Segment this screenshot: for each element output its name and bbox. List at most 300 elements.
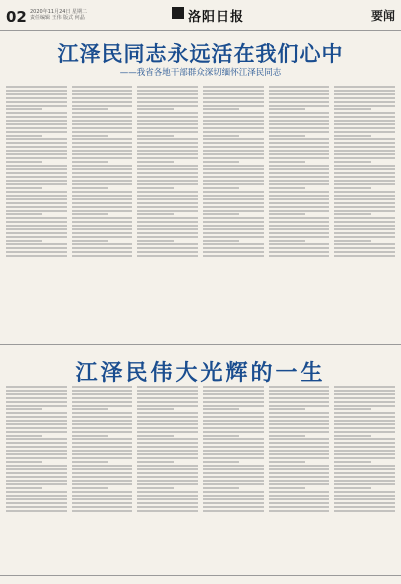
text-line <box>137 90 198 92</box>
text-line <box>6 97 67 99</box>
text-line <box>203 217 264 219</box>
text-line <box>137 142 198 144</box>
text-line <box>137 491 198 493</box>
text-line <box>203 138 264 140</box>
text-line <box>269 161 305 163</box>
text-line <box>334 491 395 493</box>
text-line <box>6 232 67 234</box>
text-line <box>6 112 67 114</box>
article1-column <box>72 84 133 339</box>
text-line <box>269 393 330 395</box>
text-line <box>6 228 67 230</box>
text-line <box>6 198 67 200</box>
text-line <box>72 183 133 185</box>
text-line <box>72 153 133 155</box>
text-line <box>137 150 198 152</box>
text-line <box>203 131 264 133</box>
text-line <box>137 127 198 129</box>
text-line <box>72 161 108 163</box>
text-line <box>72 221 133 223</box>
text-line <box>72 397 133 399</box>
text-line <box>203 232 264 234</box>
text-line <box>203 90 264 92</box>
text-line <box>6 498 67 500</box>
text-line <box>269 198 330 200</box>
text-line <box>334 416 395 418</box>
text-line <box>203 453 264 455</box>
text-line <box>72 168 133 170</box>
text-line <box>203 221 264 223</box>
text-line <box>269 510 330 512</box>
text-line <box>72 472 133 474</box>
text-line <box>269 146 330 148</box>
text-line <box>137 161 173 163</box>
text-line <box>137 453 198 455</box>
text-line <box>334 423 395 425</box>
text-line <box>334 438 395 440</box>
text-line <box>203 150 264 152</box>
text-line <box>334 498 395 500</box>
text-line <box>269 472 330 474</box>
text-line <box>334 108 370 110</box>
text-line <box>6 472 67 474</box>
text-line <box>72 127 133 129</box>
text-line <box>6 191 67 193</box>
text-line <box>6 491 67 493</box>
article2-title: 江泽民伟大光辉的一生 <box>75 360 326 386</box>
text-line <box>269 461 305 463</box>
text-line <box>334 461 370 463</box>
text-line <box>137 108 173 110</box>
text-line <box>137 180 198 182</box>
text-line <box>203 225 264 227</box>
text-line <box>334 142 395 144</box>
text-line <box>6 480 67 482</box>
article2-column <box>334 384 395 574</box>
text-line <box>334 127 395 129</box>
text-line <box>137 442 198 444</box>
text-line <box>269 176 330 178</box>
text-line <box>334 165 395 167</box>
text-line <box>72 232 133 234</box>
text-line <box>334 483 395 485</box>
text-line <box>203 435 239 437</box>
text-line <box>72 502 133 504</box>
text-line <box>72 450 133 452</box>
text-line <box>137 213 173 215</box>
text-line <box>6 165 67 167</box>
text-line <box>203 127 264 129</box>
masthead: 洛阳日报 <box>188 10 245 25</box>
text-line <box>137 232 198 234</box>
text-line <box>203 438 264 440</box>
page-number: 02 <box>6 8 27 26</box>
text-line <box>203 468 264 470</box>
text-line <box>334 210 395 212</box>
text-line <box>6 157 67 159</box>
text-line <box>72 206 133 208</box>
text-line <box>6 195 67 197</box>
text-line <box>72 255 133 257</box>
text-line <box>6 251 67 253</box>
text-line <box>203 506 264 508</box>
text-line <box>269 101 330 103</box>
text-line <box>137 465 198 467</box>
text-line <box>6 168 67 170</box>
text-line <box>72 412 133 414</box>
text-line <box>137 420 198 422</box>
text-line <box>334 247 395 249</box>
text-line <box>334 446 395 448</box>
text-line <box>203 386 264 388</box>
text-line <box>269 431 330 433</box>
text-line <box>72 120 133 122</box>
issue-editors: 责任编辑 王伟 版式 何晶 <box>30 15 85 21</box>
text-line <box>269 86 330 88</box>
text-line <box>137 236 198 238</box>
text-line <box>334 93 395 95</box>
text-line <box>203 153 264 155</box>
text-line <box>203 472 264 474</box>
text-line <box>203 101 264 103</box>
text-line <box>334 240 370 242</box>
text-line <box>203 393 264 395</box>
text-line <box>269 213 305 215</box>
text-line <box>6 397 67 399</box>
text-line <box>334 255 395 257</box>
text-line <box>203 450 264 452</box>
text-line <box>72 446 133 448</box>
text-line <box>137 247 198 249</box>
text-line <box>203 502 264 504</box>
text-line <box>6 438 67 440</box>
text-line <box>334 236 395 238</box>
text-line <box>269 487 305 489</box>
text-line <box>269 210 330 212</box>
text-line <box>72 116 133 118</box>
text-line <box>137 438 198 440</box>
text-line <box>137 401 198 403</box>
article2-columns <box>6 384 395 574</box>
text-line <box>72 97 133 99</box>
text-line <box>334 225 395 227</box>
text-line <box>72 491 133 493</box>
text-line <box>137 255 198 257</box>
text-line <box>334 112 395 114</box>
text-line <box>137 112 198 114</box>
text-line <box>269 416 330 418</box>
text-line <box>203 183 264 185</box>
text-line <box>269 506 330 508</box>
text-line <box>334 386 395 388</box>
text-line <box>6 247 67 249</box>
text-line <box>334 101 395 103</box>
page-footer <box>0 575 401 584</box>
text-line <box>269 450 330 452</box>
text-line <box>334 442 395 444</box>
text-line <box>72 438 133 440</box>
text-line <box>72 112 133 114</box>
text-line <box>269 217 330 219</box>
text-line <box>72 176 133 178</box>
text-line <box>203 251 264 253</box>
text-line <box>6 127 67 129</box>
text-line <box>334 243 395 245</box>
text-line <box>137 457 198 459</box>
text-line <box>203 442 264 444</box>
text-line <box>334 506 395 508</box>
text-line <box>137 105 198 107</box>
text-line <box>72 150 133 152</box>
text-line <box>334 480 395 482</box>
text-line <box>334 217 395 219</box>
text-line <box>334 206 395 208</box>
text-line <box>269 228 330 230</box>
text-line <box>72 213 108 215</box>
text-line <box>137 183 198 185</box>
text-line <box>269 498 330 500</box>
text-line <box>269 236 330 238</box>
text-line <box>334 420 395 422</box>
text-line <box>137 483 198 485</box>
article2-column <box>203 384 264 574</box>
text-line <box>72 187 108 189</box>
text-line <box>72 498 133 500</box>
text-line <box>6 146 67 148</box>
text-line <box>137 251 198 253</box>
text-line <box>6 510 67 512</box>
text-line <box>334 86 395 88</box>
text-line <box>269 453 330 455</box>
text-line <box>6 108 42 110</box>
text-line <box>269 153 330 155</box>
text-line <box>269 427 330 429</box>
text-line <box>137 412 198 414</box>
text-line <box>72 401 133 403</box>
text-line <box>72 198 133 200</box>
text-line <box>72 146 133 148</box>
text-line <box>334 393 395 395</box>
text-line <box>72 157 133 159</box>
text-line <box>269 172 330 174</box>
text-line <box>203 420 264 422</box>
text-line <box>269 446 330 448</box>
text-line <box>137 187 173 189</box>
text-line <box>269 468 330 470</box>
text-line <box>137 191 198 193</box>
text-line <box>6 412 67 414</box>
text-line <box>269 138 330 140</box>
text-line <box>269 476 330 478</box>
text-line <box>203 228 264 230</box>
text-line <box>72 390 133 392</box>
text-line <box>137 146 198 148</box>
article2-column <box>72 384 133 574</box>
text-line <box>72 142 133 144</box>
text-line <box>72 202 133 204</box>
text-line <box>137 138 198 140</box>
issue-date: 2020年11月24日 星期二 <box>30 9 88 15</box>
text-line <box>334 180 395 182</box>
text-line <box>72 108 108 110</box>
text-line <box>72 487 108 489</box>
text-line <box>334 150 395 152</box>
text-line <box>6 255 67 257</box>
text-line <box>203 146 264 148</box>
text-line <box>203 240 239 242</box>
text-line <box>72 416 133 418</box>
text-line <box>203 191 264 193</box>
text-line <box>203 483 264 485</box>
text-line <box>334 472 395 474</box>
text-line <box>269 108 305 110</box>
text-line <box>203 465 264 467</box>
text-line <box>334 176 395 178</box>
text-line <box>334 97 395 99</box>
text-line <box>203 427 264 429</box>
text-line <box>137 416 198 418</box>
text-line <box>203 172 264 174</box>
text-line <box>334 251 395 253</box>
text-line <box>137 446 198 448</box>
text-line <box>203 408 239 410</box>
text-line <box>137 431 198 433</box>
text-line <box>269 135 305 137</box>
text-line <box>72 131 133 133</box>
text-line <box>269 195 330 197</box>
text-line <box>269 225 330 227</box>
text-line <box>6 206 67 208</box>
text-line <box>137 390 198 392</box>
text-line <box>6 116 67 118</box>
text-line <box>6 123 67 125</box>
text-line <box>203 495 264 497</box>
text-line <box>6 243 67 245</box>
text-line <box>6 213 42 215</box>
text-line <box>6 420 67 422</box>
text-line <box>6 131 67 133</box>
text-line <box>334 157 395 159</box>
text-line <box>137 172 198 174</box>
text-line <box>72 480 133 482</box>
text-line <box>72 240 108 242</box>
text-line <box>334 431 395 433</box>
text-line <box>72 251 133 253</box>
text-line <box>334 168 395 170</box>
text-line <box>72 180 133 182</box>
text-line <box>269 221 330 223</box>
text-line <box>72 393 133 395</box>
text-line <box>72 465 133 467</box>
text-line <box>72 386 133 388</box>
text-line <box>6 476 67 478</box>
article2-column <box>6 384 67 574</box>
text-line <box>72 86 133 88</box>
text-line <box>137 221 198 223</box>
text-line <box>72 105 133 107</box>
text-line <box>137 86 198 88</box>
text-line <box>6 461 42 463</box>
text-line <box>137 228 198 230</box>
text-line <box>269 90 330 92</box>
text-line <box>6 142 67 144</box>
article1-subtitle: ——我省各地干部群众深切缅怀江泽民同志 <box>119 68 282 78</box>
text-line <box>6 442 67 444</box>
text-line <box>137 210 198 212</box>
text-line <box>137 498 198 500</box>
text-line <box>72 510 133 512</box>
text-line <box>203 476 264 478</box>
text-line <box>203 187 239 189</box>
text-line <box>269 183 330 185</box>
text-line <box>269 457 330 459</box>
text-line <box>334 183 395 185</box>
text-line <box>6 172 67 174</box>
text-line <box>137 435 173 437</box>
text-line <box>72 90 133 92</box>
text-line <box>72 457 133 459</box>
text-line <box>269 502 330 504</box>
text-line <box>334 213 370 215</box>
text-line <box>203 397 264 399</box>
text-line <box>334 138 395 140</box>
text-line <box>72 495 133 497</box>
text-line <box>137 225 198 227</box>
text-line <box>72 217 133 219</box>
text-line <box>6 495 67 497</box>
text-line <box>137 93 198 95</box>
text-line <box>72 228 133 230</box>
text-line <box>137 176 198 178</box>
text-line <box>6 161 42 163</box>
text-line <box>6 93 67 95</box>
text-line <box>72 236 133 238</box>
text-line <box>203 105 264 107</box>
text-line <box>203 93 264 95</box>
text-line <box>203 135 239 137</box>
text-line <box>72 210 133 212</box>
text-line <box>269 202 330 204</box>
text-line <box>334 457 395 459</box>
text-line <box>72 165 133 167</box>
article1-column <box>269 84 330 339</box>
text-line <box>269 423 330 425</box>
text-line <box>334 131 395 133</box>
text-line <box>203 390 264 392</box>
article1-column <box>334 84 395 339</box>
text-line <box>334 172 395 174</box>
text-line <box>137 476 198 478</box>
text-line <box>203 498 264 500</box>
text-line <box>269 251 330 253</box>
text-line <box>72 172 133 174</box>
article2-column <box>137 384 198 574</box>
text-line <box>269 191 330 193</box>
text-line <box>203 401 264 403</box>
text-line <box>269 165 330 167</box>
text-line <box>137 153 198 155</box>
text-line <box>269 442 330 444</box>
text-line <box>334 401 395 403</box>
text-line <box>6 105 67 107</box>
text-line <box>203 157 264 159</box>
text-line <box>269 142 330 144</box>
text-line <box>203 97 264 99</box>
text-line <box>6 138 67 140</box>
text-line <box>6 431 67 433</box>
text-line <box>334 487 370 489</box>
text-line <box>203 112 264 114</box>
